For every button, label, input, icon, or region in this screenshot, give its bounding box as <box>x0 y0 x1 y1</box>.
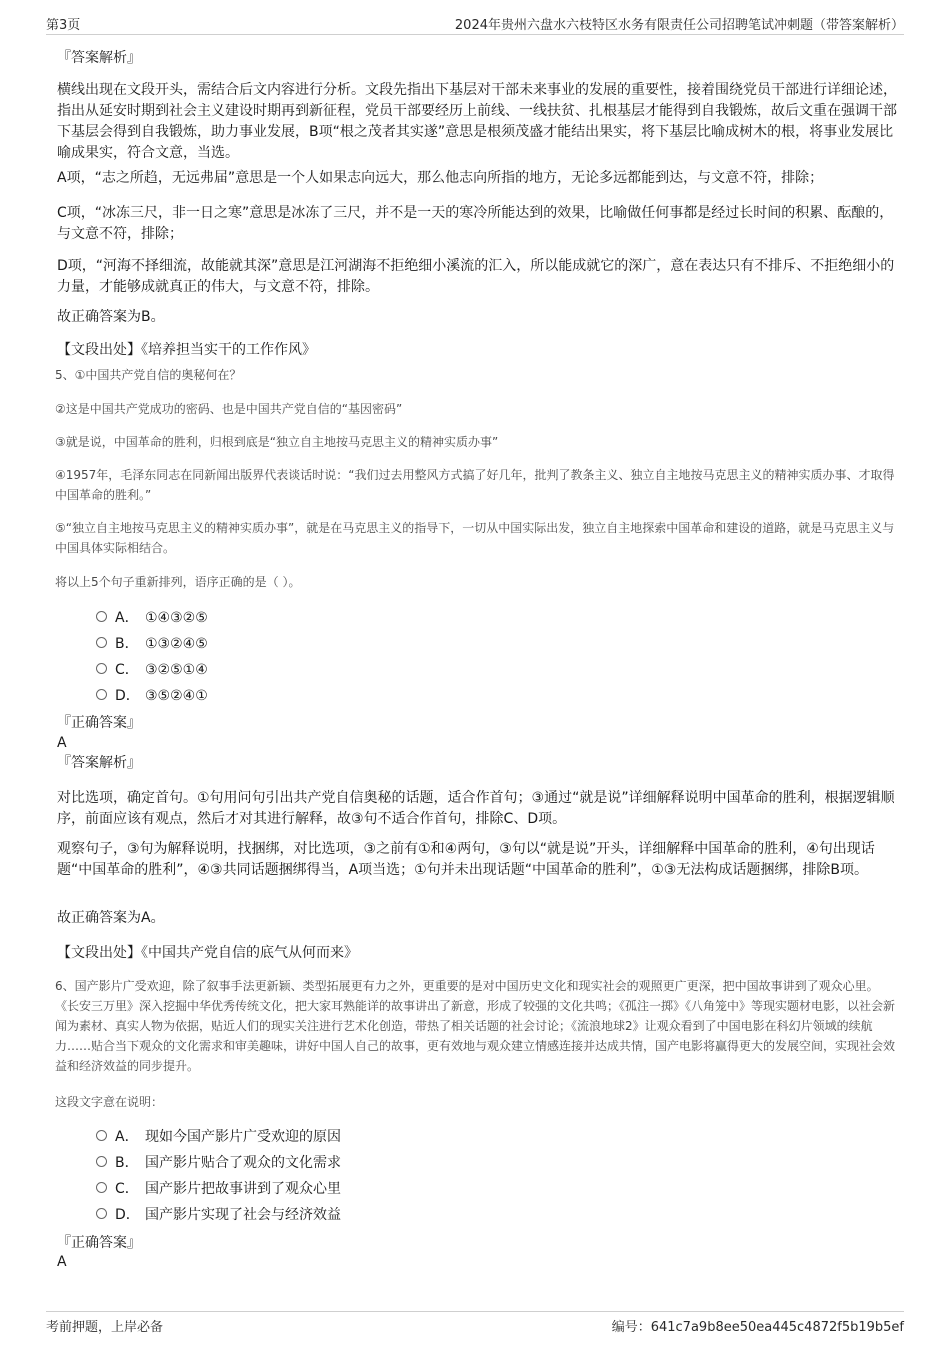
q4-conclusion: 故正确答案为B。 <box>57 309 165 325</box>
page-footer <box>46 1311 904 1336</box>
page-number: 第3页 <box>46 18 81 33</box>
q5-option-b[interactable]: B． ①③②④⑤ <box>96 633 208 655</box>
q5-analysis-paragraph-1: 对比选项，确定首句。①句用问句引出共产党自信奥秘的话题，适合作首句；③通过“就是说”详细解释说明中国革命的胜利，根据逻辑顺序，前面应该有观点，然后才对其进行解释，故③句不适合作首句，排除C、D项。 <box>57 790 895 827</box>
q5-answer-heading: 『正确答案』 <box>57 715 141 731</box>
q5-option-d[interactable]: D． ③⑤②④① <box>96 685 208 707</box>
radio-button-icon[interactable] <box>96 1182 107 1193</box>
q5-option-a[interactable]: A． ①④③②⑤ <box>96 607 208 629</box>
q6-option-d[interactable]: D． 国产影片实现了社会与经济效益 <box>96 1204 341 1226</box>
q5-option-c[interactable]: C． ③②⑤①④ <box>96 659 208 681</box>
radio-button-icon[interactable] <box>96 1130 107 1141</box>
q5-answer: A <box>57 735 67 751</box>
q5-sentence-4: ④1957年，毛泽东同志在同新闻出版界代表谈话时说：“我们过去用整风方式搞了好几年，批判了教条主义、独立自主地按马克思主义的精神实质办事、才取得中国革命的胜利。” <box>55 468 895 502</box>
radio-button-icon[interactable] <box>96 663 107 674</box>
document-id: 编号：641c7a9b8ee50ea445c4872f5b19b5ef <box>611 1320 904 1335</box>
q6-answer: A <box>57 1254 67 1270</box>
radio-button-icon[interactable] <box>96 637 107 648</box>
radio-button-icon[interactable] <box>96 1156 107 1167</box>
q5-prompt: 将以上5个句子重新排列，语序正确的是（ ）。 <box>55 575 301 589</box>
document-title: 2024年贵州六盘水六枝特区水务有限责任公司招聘笔试冲刺题（带答案解析） <box>454 18 904 33</box>
q4-analysis-heading: 『答案解析』 <box>57 50 141 66</box>
q4-analysis-paragraph-2: A项，“志之所趋，无远弗届”意思是一个人如果志向远大，那么他志向所指的地方，无论多远都能到达，与文意不符，排除； <box>57 170 824 186</box>
q6-prompt: 这段文字意在说明： <box>55 1095 164 1109</box>
q6-option-c[interactable]: C． 国产影片把故事讲到了观众心里 <box>96 1178 341 1200</box>
q4-analysis-paragraph-1: 横线出现在文段开头，需结合后文内容进行分析。文段先指出下基层对干部未来事业的发展的重要性，接着围绕党员干部进行详细论述，指出从延安时期到社会主义建设时期再到新征程，党员干部要经历上前线、一线扶贫、扎根基层才能得到自我锻炼，故后文重在强调干部下基层会得到自我锻炼，助力事业发展，B项“根之茂者其实遂”意思是根须茂盛才能结出果实，将下基层比喻成树木的根，将事业发展比喻成果实，符合文意，当选。 <box>57 82 897 161</box>
radio-button-icon[interactable] <box>96 611 107 622</box>
q6-option-b[interactable]: B． 国产影片贴合了观众的文化需求 <box>96 1152 341 1174</box>
q6-option-a[interactable]: A． 现如今国产影片广受欢迎的原因 <box>96 1126 341 1148</box>
footer-slogan: 考前押题，上岸必备 <box>46 1320 164 1335</box>
q5-sentence-2: ②这是中国共产党成功的密码、也是中国共产党自信的“基因密码” <box>55 402 403 416</box>
q6-intro: 6、国产影片广受欢迎，除了叙事手法更新颖、类型拓展更有力之外，更重要的是对中国历史文化和现实社会的观照更广更深，把中国故事讲到了观众心里。《长安三万里》深入挖掘中华优秀传统文化，把大家耳熟能详的故事讲出了新意，形成了较强的文化共鸣；《孤注一掷》《八角笼中》等现实题材电影，以社会新闻为素材、真实人物为依据，贴近人们的现实关注进行艺术化创造，带热了相关话题的社会讨论；《流浪地球2》让观众看到了中国电影在科幻片领域的续航力……贴合当下观众的文化需求和审美趣味，讲好中国人自己的故事，更有效地与观众建立情感连接并达成共情，国产电影将赢得更大的发展空间，实现社会效益和经济效益的同步提升。 <box>55 979 896 1073</box>
radio-button-icon[interactable] <box>96 689 107 700</box>
page-header <box>46 12 904 35</box>
q5-source: 【文段出处】《中国共产党自信的底气从何而来》 <box>57 945 358 961</box>
q4-analysis-paragraph-4: D项，“河海不择细流，故能就其深”意思是江河湖海不拒绝细小溪流的汇入，所以能成就它的深广，意在表达只有不排斥、不拒绝细小的力量，才能够成就真正的伟大，与文意不符，排除。 <box>57 258 895 295</box>
q5-conclusion: 故正确答案为A。 <box>57 910 165 926</box>
q5-sentence-3: ③就是说，中国革命的胜利，归根到底是“独立自主地按马克思主义的精神实质办事” <box>55 435 499 449</box>
q5-analysis-heading: 『答案解析』 <box>57 755 141 771</box>
radio-button-icon[interactable] <box>96 1208 107 1219</box>
q5-intro: 5、①中国共产党自信的奥秘何在？ <box>55 368 242 382</box>
q4-source: 【文段出处】《培养担当实干的工作作风》 <box>57 342 316 358</box>
q6-answer-heading: 『正确答案』 <box>57 1235 141 1251</box>
q5-analysis-paragraph-2: 观察句子，③句为解释说明，找捆绑，对比选项，③之前有①和④两句，③句以“就是说”开头，详细解释中国革命的胜利，④句出现话题“中国革命的胜利”，④③共同话题捆绑得当，A项当选；①句并未出现话题“中国革命的胜利”，①③无法构成话题捆绑，排除B项。 <box>57 841 875 878</box>
q4-analysis-paragraph-3: C项，“冰冻三尺，非一日之寒”意思是冰冻了三尺，并不是一天的寒冷所能达到的效果，比喻做任何事都是经过长时间的积累、酝酿的，与文意不符，排除； <box>57 205 894 242</box>
q5-sentence-5: ⑤“独立自主地按马克思主义的精神实质办事”，就是在马克思主义的指导下，一切从中国实际出发，独立自主地探索中国革命和建设的道路，就是马克思主义与中国具体实际相结合。 <box>55 521 895 555</box>
